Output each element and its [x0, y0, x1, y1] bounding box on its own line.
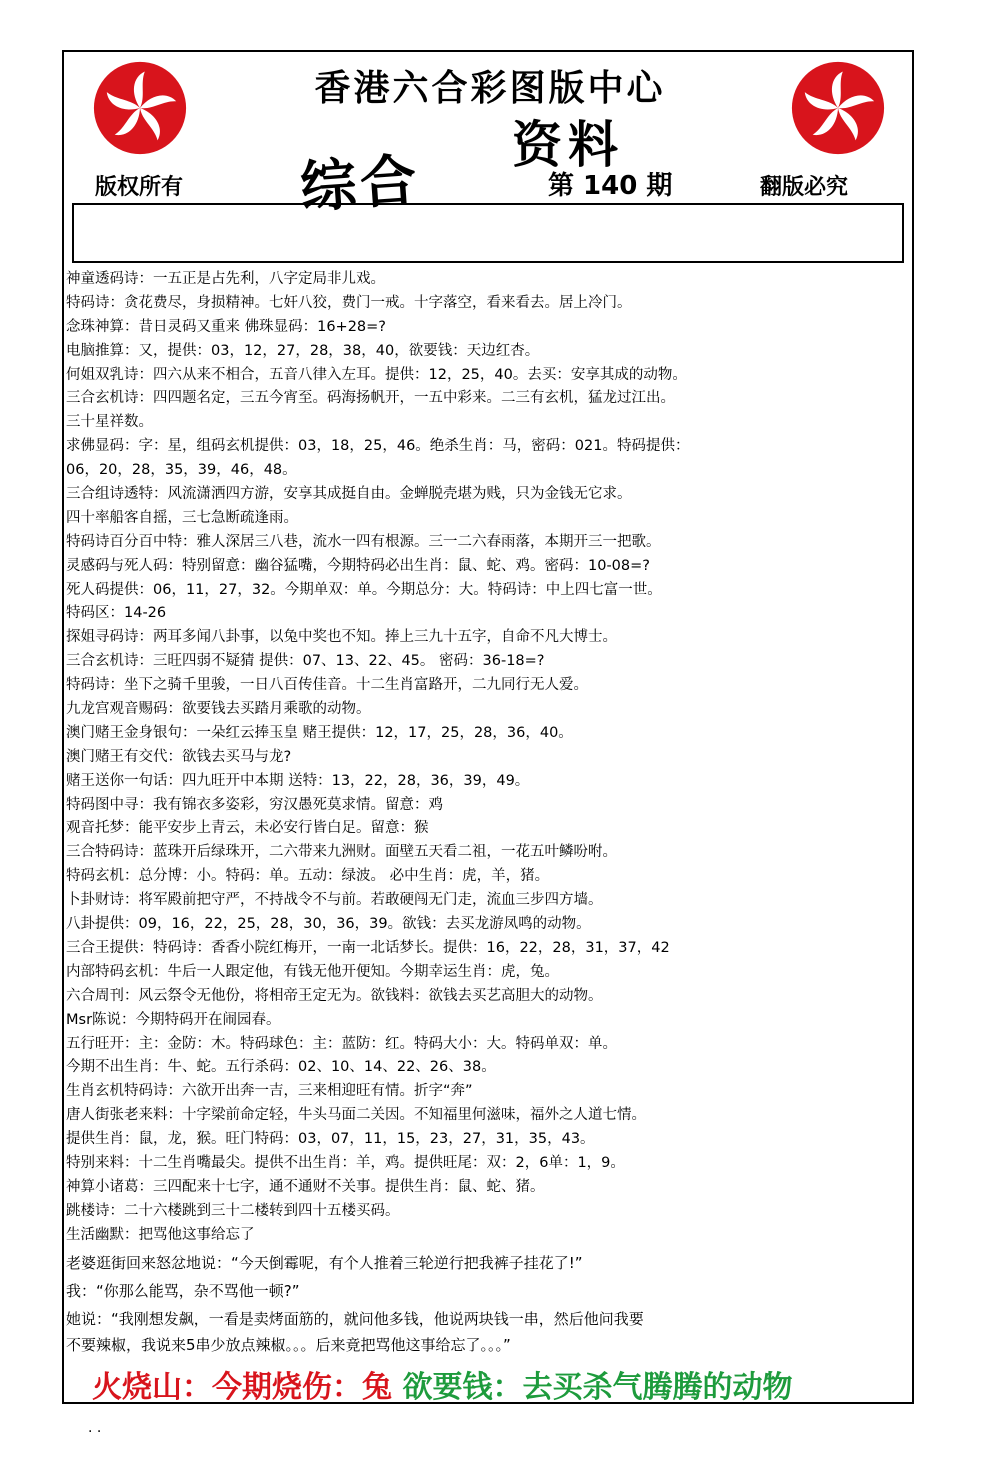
content-line: 何姐双乳诗：四六从来不相合，五音八律入左耳。提供：12，25，40。去买：安享其成的动物。 — [66, 366, 687, 383]
content-line: 卜卦财诗：将军殿前把守严，不持战令不与前。若敢硬闯无门走，流血三步四方墙。 — [66, 892, 603, 909]
rights-reserved-label: 版权所有 — [95, 175, 184, 200]
content-line: 特别来料：十二生肖嘴最尖。提供不出生肖：羊，鸡。提供旺尾：双：2，6单：1，9。 — [66, 1154, 625, 1171]
content-line: Msr陈说：今期特码开在闹园春。 — [66, 1011, 281, 1028]
content-line: 生肖玄机特码诗：六欲开出奔一吉，三来相迎旺有情。折字“奔” — [66, 1083, 473, 1100]
content-line: 特码图中寻：我有锦衣多姿彩，穷汉愚死莫求情。留意：鸡 — [66, 796, 443, 813]
content-line: 探姐寻码诗：两耳多闻八卦事，以兔中奖也不知。捧上三九十五字，自命不凡大博士。 — [66, 629, 617, 646]
content-line: 死人码提供：06，11，27，32。今期单双：单。今期总分：大。特码诗：中上四七富一世。 — [66, 581, 662, 598]
banner-green-text: 欲要钱：去买杀气腾腾的动物 — [392, 1370, 793, 1405]
content-line: 唐人街张老来料：十字梁前命定轻，牛头马面二关因。不知福里何滋味，福外之人道七情。 — [66, 1107, 646, 1124]
content-line: 六合周刊：风云祭令无他份，将相帝王定无为。欲钱料：欲钱去买艺高胆大的动物。 — [66, 987, 603, 1004]
content-line: 特码玄机：总分博：小。特码：单。五动：绿波。 必中生肖：虎，羊，猪。 — [66, 868, 550, 885]
banner-red-text: 火烧山：今期烧伤：兔 — [92, 1370, 392, 1405]
content-line: 今期不出生肖：牛、蛇。五行杀码：02、10、14、22、26、38。 — [66, 1059, 496, 1076]
content-line: 三十星祥数。 — [66, 414, 153, 431]
title-ziliao: 资料 — [512, 115, 624, 174]
org-title: 香港六合彩图版中心 — [314, 68, 666, 109]
content-line: 提供生肖：鼠，龙，猴。旺门特码：03，07，11，15，23，27，31，35，43。 — [66, 1131, 595, 1148]
content-line: 求佛显码：字：星，组码玄机提供：03，18，25，46。绝杀生肖：马，密码：021。特码提供： — [66, 438, 690, 455]
content-line: 三合玄机诗：四四题名定，三五今宵至。码海扬帆开，一五中彩来。二三有玄机，猛龙过江出。 — [66, 390, 675, 407]
content-line: 三合组诗透特：风流潇洒四方游，安享其成挺自由。金蝉脱壳堪为贱，只为金钱无它求。 — [66, 486, 632, 503]
content-lines — [66, 268, 911, 1248]
content-line: 五行旺开：主：金防：木。特码球色：主：蓝防：红。特码大小：大。特码单双：单。 — [66, 1035, 617, 1052]
blank-box — [72, 203, 904, 263]
content-line: 三合玄机诗：三旺四弱不疑猜 提供：07、13、22、45。 密码：36-18=? — [66, 653, 545, 670]
content-line: 三合特码诗：蓝珠开后绿珠开，二六带来九洲财。面壁五天看二祖，一花五叶鳞吩咐。 — [66, 844, 617, 861]
content-line: 澳门赌王有交代：欲钱去买马与龙? — [66, 748, 292, 765]
story-line: 我：“你那么能骂，杂不骂他一顿?” — [66, 1282, 300, 1300]
content-line: 灵感码与死人码：特别留意：幽谷猛嘴，今期特码必出生肖：鼠、蛇、鸡。密码：10-08=? — [66, 557, 650, 574]
content-line: 特码诗：坐下之骑千里骏，一日八百传佳音。十二生肖富路开，二九同行无人爱。 — [66, 677, 588, 694]
content-line: 赌王送你一句话：四九旺开中本期 送特：13，22，28，36，39，49。 — [66, 772, 530, 789]
content-line: 06，20，28，35，39，46，48。 — [66, 462, 297, 479]
content-line: 八卦提供：09，16，22，25，28，30，36，39。欲钱：去买龙游凤鸣的动物。 — [66, 916, 591, 933]
story-line: 她说：“我刚想发飙，一看是卖烤面筋的，就问他多钱，他说两块钱一串，然后他问我要 — [66, 1310, 644, 1328]
piracy-warning-label: 翻版必究 — [760, 175, 849, 200]
content-line: 跳楼诗：二十六楼跳到三十二楼转到四十五楼买码。 — [66, 1202, 400, 1219]
content-line: 九龙宫观音赐码：欲要钱去买踏月乘歌的动物。 — [66, 701, 371, 718]
content-line: 四十率船客自摇，三七急断疏逢雨。 — [66, 509, 298, 526]
story-line: 老婆逛街回来怒忿地说：“今天倒霉呢，有个人推着三轮逆行把我裤子挂花了!” — [66, 1254, 583, 1272]
content-line: 澳门赌王金身银句：一朵红云捧玉皇 赌王提供：12，17，25，28，36，40。 — [66, 724, 573, 741]
footer-dots: . . — [88, 1420, 102, 1436]
content-line: 内部特码玄机：牛后一人跟定他，有钱无他开便知。今期幸运生肖：虎，兔。 — [66, 963, 559, 980]
content-line: 神算小诸葛：三四配来十七字，通不通财不关事。提供生肖：鼠、蛇、猪。 — [66, 1178, 545, 1195]
content-line: 神童透码诗：一五正是占先利，八字定局非儿戏。 — [66, 271, 385, 287]
content-line: 生活幽默：把骂他这事给忘了 — [66, 1226, 255, 1243]
story-line: 不要辣椒，我说来5串少放点辣椒。。。后来竟把骂他这事给忘了。。。” — [66, 1336, 511, 1354]
bauhinia-logo-right-icon — [790, 60, 886, 156]
content-line: 电脑推算：又，提供：03，12，27，28，38，40，欲要钱：天边红杏。 — [66, 342, 540, 359]
issue-number: 第 140 期 — [548, 171, 673, 201]
bauhinia-logo-left-icon — [92, 60, 188, 156]
title-zonghe: 综合 — [298, 146, 423, 222]
content-line: 特码区：14-26 — [66, 605, 167, 622]
content-line: 念珠神算：昔日灵码又重来 佛珠显码：16+28=? — [66, 318, 387, 335]
content-line: 特码诗：贪花费尽，身损精神。七奸八狡，费门一戒。十字落空，看来看去。居上冷门。 — [66, 294, 632, 311]
content-line: 特码诗百分百中特：雅人深居三八巷，流水一四有根源。三一二六春雨落，本期开三一把歌。 — [66, 533, 661, 550]
content-line: 三合王提供：特码诗：香香小院红梅开，一南一北话梦长。提供：16，22，28，31，37，42 — [66, 939, 670, 956]
bottom-banner — [92, 1362, 792, 1406]
content-line: 观音托梦：能平安步上青云，未必安行皆白足。留意：猴 — [66, 820, 429, 837]
